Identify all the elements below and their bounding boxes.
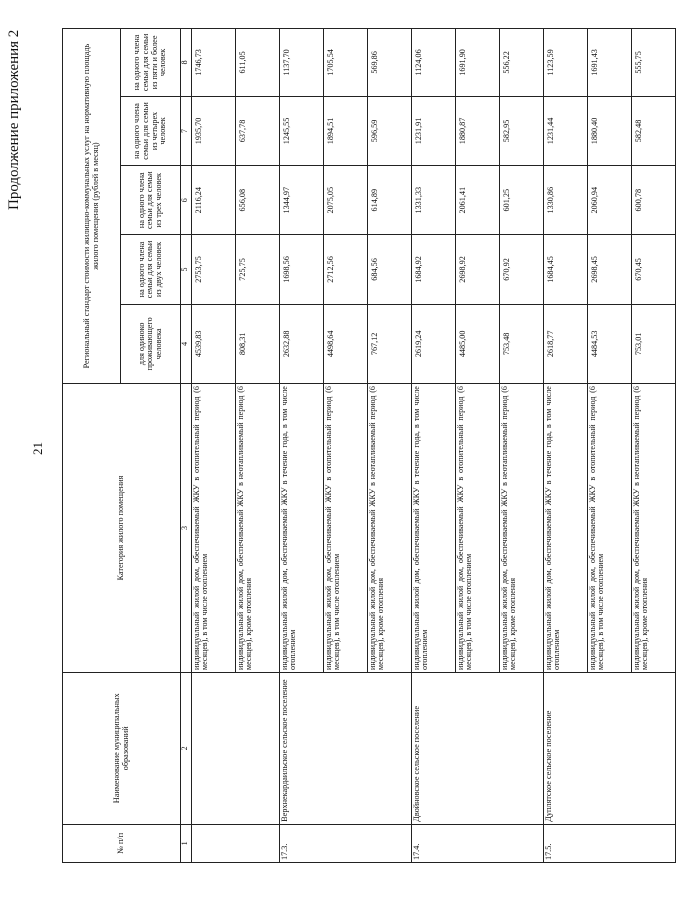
page-number: 21 xyxy=(30,442,45,455)
row-number: 17.3. xyxy=(280,824,324,862)
row-category: индивидуальный жилой дом, обеспечиваемый ЖКУ в течение года, в том числе отоплением xyxy=(280,384,324,673)
index-cell: 1 xyxy=(181,824,192,862)
value-three: 2116,24 xyxy=(192,166,236,235)
value-five: 1137,70 xyxy=(280,29,324,97)
row-number xyxy=(236,824,280,862)
table-row xyxy=(632,29,676,863)
header-no: № п/п xyxy=(63,824,181,862)
value-single: 4484,53 xyxy=(588,304,632,384)
table-row xyxy=(412,29,456,863)
value-two: 670,45 xyxy=(632,235,676,304)
row-municipality xyxy=(324,672,368,824)
value-three: 1330,86 xyxy=(544,166,588,235)
value-three: 2061,41 xyxy=(456,166,500,235)
value-three: 1331,33 xyxy=(412,166,456,235)
value-two: 1698,56 xyxy=(280,235,324,304)
table-row xyxy=(544,29,588,863)
header-two: на одного члена семьи для семьи из двух человек xyxy=(121,235,181,304)
index-cell: 8 xyxy=(181,29,192,97)
header-standard: Региональный стандарт стоимости жилищно-коммунальных услуг на нормативную площадь жилого помещения (рублей в месяц) xyxy=(63,29,121,384)
value-three: 1344,97 xyxy=(280,166,324,235)
row-number xyxy=(632,824,676,862)
value-five: 1123,59 xyxy=(544,29,588,97)
appendix-title: Продолжение приложения 2 xyxy=(6,29,22,210)
value-single: 808,31 xyxy=(236,304,280,384)
row-number xyxy=(368,824,412,862)
table-row xyxy=(280,29,324,863)
header-single: для одиноко проживающего человека xyxy=(121,304,181,384)
value-two: 1684,92 xyxy=(412,235,456,304)
row-category: индивидуальный жилой дом, обеспечиваемый ЖКУ в неотапливаемый период (6 месяцев), кроме отопления xyxy=(632,384,676,673)
value-four: 582,95 xyxy=(500,96,544,165)
value-five: 569,86 xyxy=(368,29,412,97)
value-five: 1705,54 xyxy=(324,29,368,97)
value-two: 725,75 xyxy=(236,235,280,304)
value-single: 2619,24 xyxy=(412,304,456,384)
index-cell: 7 xyxy=(181,96,192,165)
table-row xyxy=(588,29,632,863)
table-row xyxy=(324,29,368,863)
value-four: 1880,40 xyxy=(588,96,632,165)
value-three: 2060,94 xyxy=(588,166,632,235)
header-three: на одного члена семьи для семьи из трех человек xyxy=(121,166,181,235)
value-single: 2632,88 xyxy=(280,304,324,384)
row-category: индивидуальный жилой дом, обеспечиваемый ЖКУ в отопительный период (6 месяцев), в том числе отоплением xyxy=(324,384,368,673)
row-municipality xyxy=(192,672,236,824)
value-single: 753,01 xyxy=(632,304,676,384)
value-four: 1245,55 xyxy=(280,96,324,165)
index-cell: 5 xyxy=(181,235,192,304)
value-five: 1691,90 xyxy=(456,29,500,97)
row-municipality xyxy=(368,672,412,824)
value-single: 2618,77 xyxy=(544,304,588,384)
row-municipality xyxy=(236,672,280,824)
header-municipality: Наименование муниципальных образований xyxy=(63,672,181,824)
value-two: 2712,56 xyxy=(324,235,368,304)
row-number: 17.5. xyxy=(544,824,588,862)
value-three: 2075,05 xyxy=(324,166,368,235)
value-single: 4539,83 xyxy=(192,304,236,384)
value-three: 614,89 xyxy=(368,166,412,235)
value-two: 670,92 xyxy=(500,235,544,304)
row-category: индивидуальный жилой дом, обеспечиваемый ЖКУ в неотапливаемый период (6 месяцев), кроме отопления xyxy=(500,384,544,673)
row-municipality: Дуплятское сельское поселение xyxy=(544,672,588,824)
value-four: 1935,70 xyxy=(192,96,236,165)
row-number xyxy=(324,824,368,862)
row-number xyxy=(500,824,544,862)
row-category: индивидуальный жилой дом, обеспечиваемый ЖКУ в отопительный период (6 месяцев), в том числе отоплением xyxy=(588,384,632,673)
value-single: 4485,00 xyxy=(456,304,500,384)
value-five: 555,75 xyxy=(632,29,676,97)
row-category: индивидуальный жилой дом, обеспечиваемый ЖКУ в отопительный период (6 месяцев), в том числе отоплением xyxy=(456,384,500,673)
value-five: 1691,43 xyxy=(588,29,632,97)
value-two: 2753,75 xyxy=(192,235,236,304)
row-category: индивидуальный жилой дом, обеспечиваемый ЖКУ в неотапливаемый период (6 месяцев), кроме отопления xyxy=(368,384,412,673)
value-single: 753,48 xyxy=(500,304,544,384)
value-single: 767,12 xyxy=(368,304,412,384)
header-category: Категория жилого помещения xyxy=(63,384,181,673)
row-municipality xyxy=(456,672,500,824)
table-row xyxy=(192,29,236,863)
tariff-table xyxy=(62,28,676,863)
value-two: 2698,45 xyxy=(588,235,632,304)
value-five: 1746,73 xyxy=(192,29,236,97)
row-category: индивидуальный жилой дом, обеспечиваемый ЖКУ в неотапливаемый период (6 месяцев), кроме отопления xyxy=(236,384,280,673)
row-municipality: Верхнекардаильское сельское поселение xyxy=(280,672,324,824)
value-three: 601,25 xyxy=(500,166,544,235)
row-category: индивидуальный жилой дом, обеспечиваемый ЖКУ в течение года, в том числе отоплением xyxy=(544,384,588,673)
header-four: на одного члена семьи для семьи из четырех человек xyxy=(121,96,181,165)
value-single: 4498,64 xyxy=(324,304,368,384)
value-five: 556,22 xyxy=(500,29,544,97)
row-number xyxy=(192,824,236,862)
table-row xyxy=(500,29,544,863)
value-three: 656,08 xyxy=(236,166,280,235)
row-municipality: Двойновское сельское поселение xyxy=(412,672,456,824)
index-row xyxy=(181,29,192,863)
row-number xyxy=(588,824,632,862)
index-cell: 4 xyxy=(181,304,192,384)
value-five: 1124,06 xyxy=(412,29,456,97)
value-four: 1231,44 xyxy=(544,96,588,165)
row-category: индивидуальный жилой дом, обеспечиваемый ЖКУ в течение года, в том числе отоплением xyxy=(412,384,456,673)
value-two: 2698,92 xyxy=(456,235,500,304)
table-row xyxy=(236,29,280,863)
index-cell: 3 xyxy=(181,384,192,673)
row-municipality xyxy=(500,672,544,824)
value-four: 596,59 xyxy=(368,96,412,165)
index-cell: 6 xyxy=(181,166,192,235)
value-two: 684,56 xyxy=(368,235,412,304)
row-municipality xyxy=(588,672,632,824)
value-four: 1894,51 xyxy=(324,96,368,165)
value-four: 1231,91 xyxy=(412,96,456,165)
row-number xyxy=(456,824,500,862)
table-row xyxy=(456,29,500,863)
index-cell: 2 xyxy=(181,672,192,824)
value-three: 600,78 xyxy=(632,166,676,235)
value-two: 1684,45 xyxy=(544,235,588,304)
header-five: на одного члена семьи для семьи из пяти и более человек xyxy=(121,29,181,97)
row-category: индивидуальный жилой дом, обеспечиваемый ЖКУ в отопительный период (6 месяцев), в том числе отоплением xyxy=(192,384,236,673)
value-four: 582,48 xyxy=(632,96,676,165)
value-four: 1880,87 xyxy=(456,96,500,165)
row-municipality xyxy=(632,672,676,824)
value-four: 637,78 xyxy=(236,96,280,165)
value-five: 611,05 xyxy=(236,29,280,97)
table-row xyxy=(368,29,412,863)
row-number: 17.4. xyxy=(412,824,456,862)
